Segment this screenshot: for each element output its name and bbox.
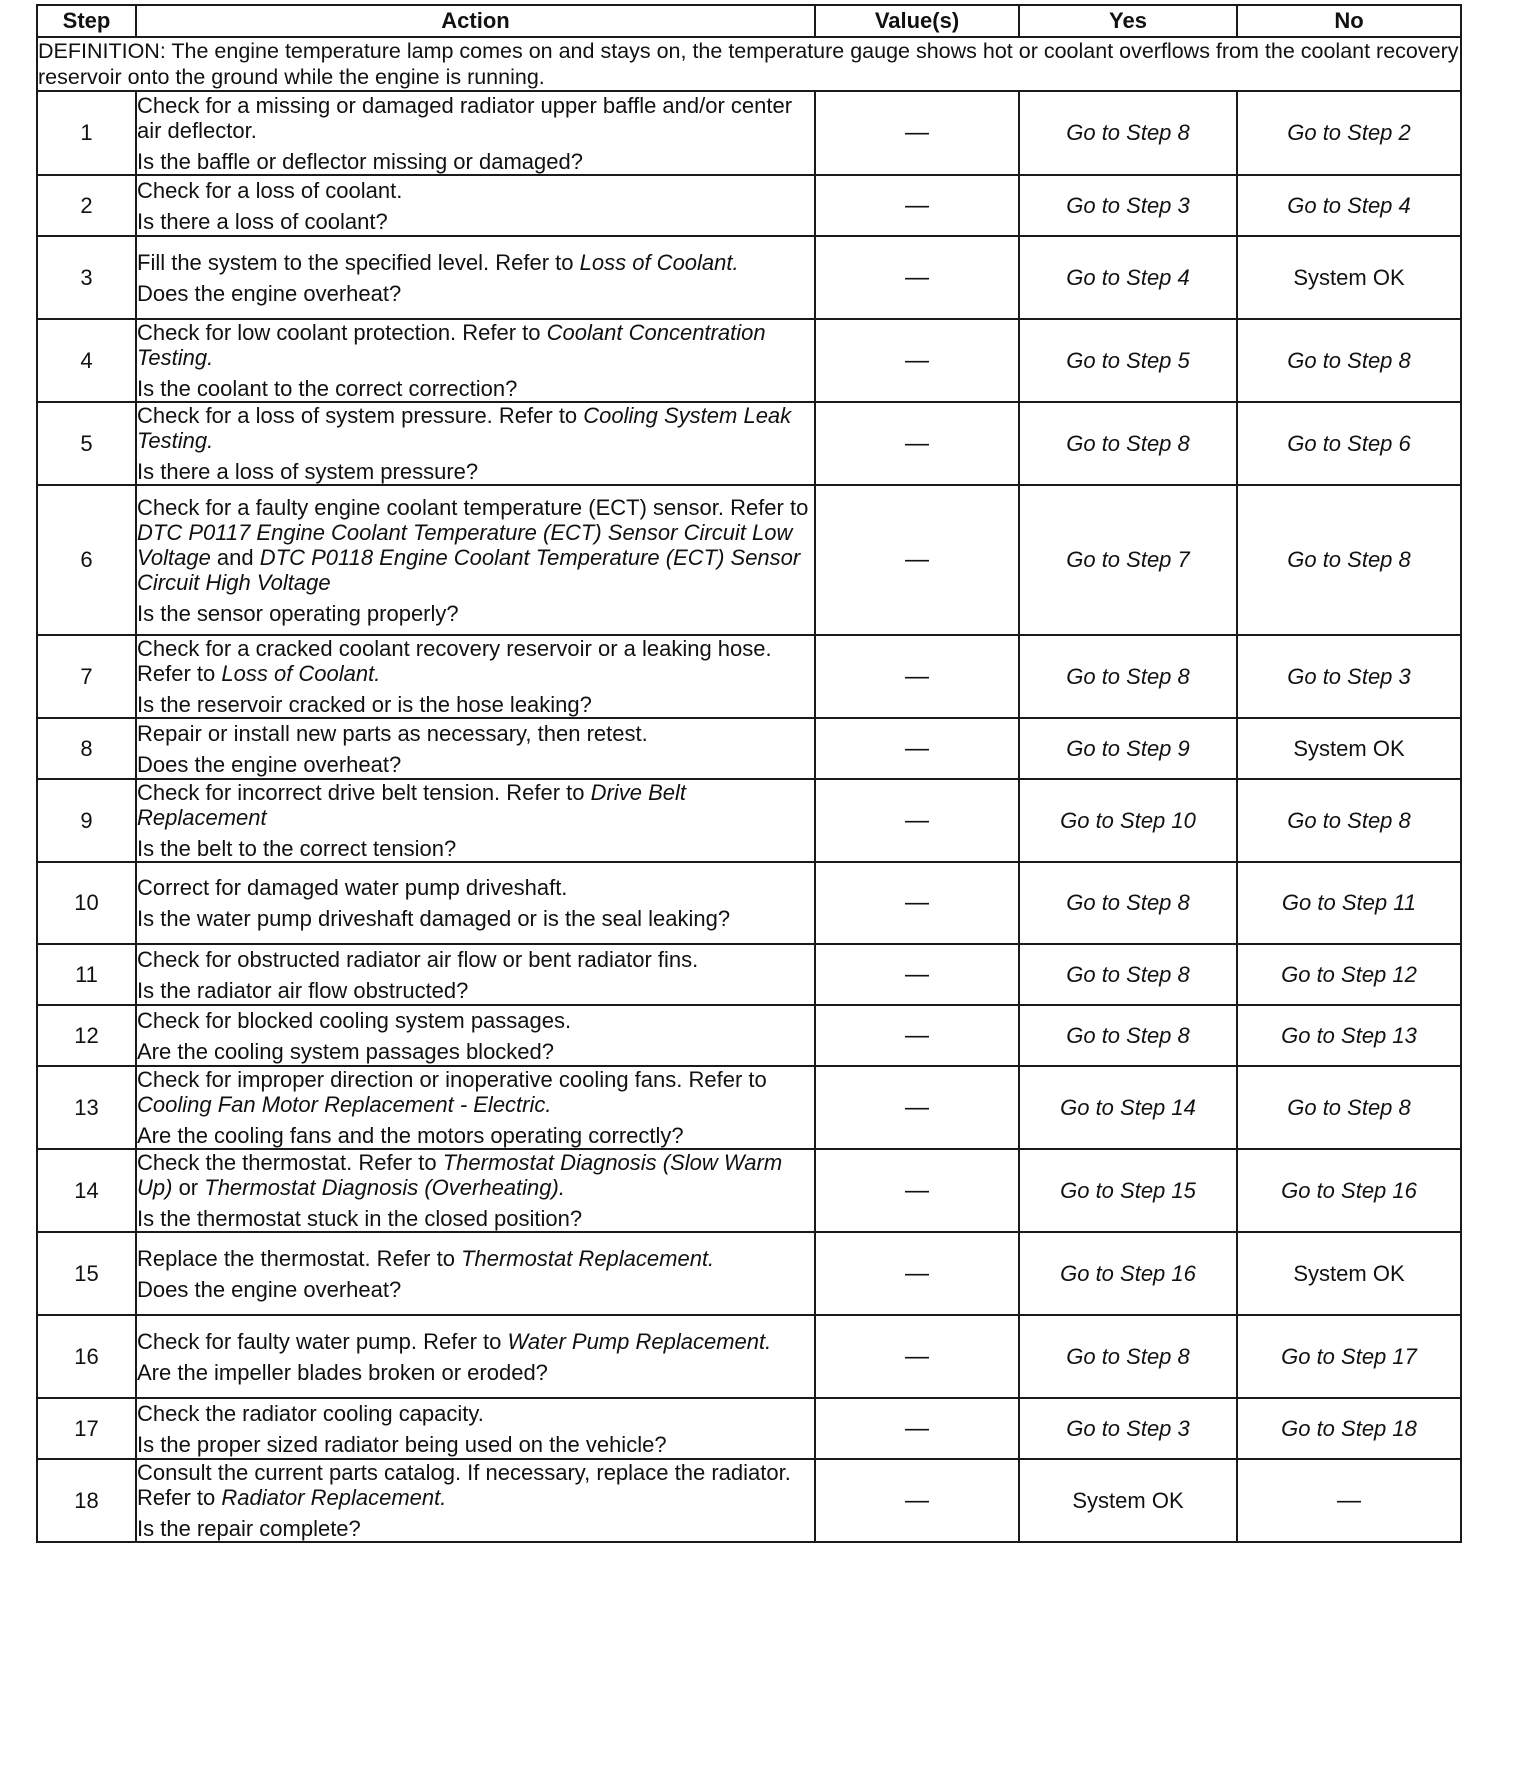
action-check (137, 1246, 814, 1271)
no-outcome: Go to Step 13 (1237, 1005, 1461, 1066)
action-text: Correct for damaged water pump driveshaft. (137, 875, 568, 900)
table-row (37, 236, 1461, 319)
action-check (137, 1329, 814, 1354)
step-number: 9 (37, 779, 136, 862)
value-cell: — (815, 1066, 1019, 1149)
yes-outcome: Go to Step 8 (1019, 944, 1237, 1005)
table-row (37, 862, 1461, 944)
action-check (137, 93, 814, 143)
action-cell (136, 635, 815, 718)
header-values: Value(s) (815, 5, 1019, 37)
yes-outcome: Go to Step 16 (1019, 1232, 1237, 1315)
no-outcome: Go to Step 2 (1237, 91, 1461, 175)
action-check (137, 403, 814, 453)
step-number: 8 (37, 718, 136, 779)
table-row (37, 1149, 1461, 1232)
action-question: Is the proper sized radiator being used on the vehicle? (137, 1431, 667, 1457)
table-body (37, 37, 1461, 1542)
procedure-reference: Cooling Fan Motor Replacement - Electric. (137, 1092, 552, 1117)
procedure-reference: Water Pump Replacement. (507, 1328, 772, 1354)
action-cell (136, 236, 815, 319)
action-check (137, 320, 814, 370)
action-cell (136, 779, 815, 862)
action-text: Check for a faulty engine coolant temperature (ECT) sensor. Refer to (137, 494, 809, 520)
action-text: Replace the thermostat. Refer to (137, 1245, 462, 1271)
header-action: Action (136, 5, 815, 37)
yes-outcome: Go to Step 3 (1019, 1398, 1237, 1459)
yes-outcome: Go to Step 3 (1019, 175, 1237, 236)
action-text: Check the thermostat. Refer to (137, 1150, 443, 1175)
yes-outcome: Go to Step 9 (1019, 718, 1237, 779)
table-row (37, 944, 1461, 1005)
procedure-reference: DTC P0117 Engine Coolant Temperature (ECT) Sensor Circuit Low Voltage (137, 519, 793, 570)
no-outcome: Go to Step 8 (1237, 1066, 1461, 1149)
value-cell: — (815, 319, 1019, 402)
value-cell: — (815, 1315, 1019, 1398)
action-text: Check for low coolant protection. Refer to (137, 320, 547, 345)
action-question: Is there a loss of system pressure? (137, 459, 479, 484)
action-question: Is the repair complete? (137, 1516, 361, 1541)
no-outcome: Go to Step 3 (1237, 635, 1461, 718)
yes-outcome: Go to Step 8 (1019, 862, 1237, 944)
table-row (37, 319, 1461, 402)
yes-outcome: Go to Step 5 (1019, 319, 1237, 402)
no-outcome: Go to Step 17 (1237, 1315, 1461, 1398)
procedure-reference: Loss of Coolant. (221, 661, 381, 686)
table-row (37, 1232, 1461, 1315)
action-cell (136, 718, 815, 779)
action-cell (136, 862, 815, 944)
value-cell: — (815, 1398, 1019, 1459)
step-number: 15 (37, 1232, 136, 1315)
step-number: 14 (37, 1149, 136, 1232)
header-no: No (1237, 5, 1461, 37)
value-cell: — (815, 236, 1019, 319)
step-number: 16 (37, 1315, 136, 1398)
no-outcome: System OK (1237, 1232, 1461, 1315)
action-cell (136, 944, 815, 1005)
no-outcome: Go to Step 16 (1237, 1149, 1461, 1232)
action-check (137, 875, 814, 900)
table-row (37, 718, 1461, 779)
step-number: 12 (37, 1005, 136, 1066)
action-cell (136, 91, 815, 175)
procedure-reference: Coolant Concentration Testing. (137, 320, 766, 370)
header-step: Step (37, 5, 136, 37)
procedure-reference: Thermostat Diagnosis (Overheating). (204, 1175, 565, 1200)
action-question: Is there a loss of coolant? (137, 208, 388, 234)
step-number: 10 (37, 862, 136, 944)
action-check (137, 1008, 814, 1033)
value-cell: — (815, 944, 1019, 1005)
action-check (137, 1150, 814, 1200)
action-text: Check the radiator cooling capacity. (137, 1400, 484, 1426)
action-text: Check for faulty water pump. Refer to (137, 1328, 508, 1354)
no-outcome: Go to Step 8 (1237, 485, 1461, 635)
action-text: Check for a loss of system pressure. Refer to (137, 403, 584, 428)
no-outcome: System OK (1237, 236, 1461, 319)
procedure-reference: Drive Belt Replacement (137, 780, 687, 830)
value-cell: — (815, 1232, 1019, 1315)
yes-outcome: Go to Step 15 (1019, 1149, 1237, 1232)
action-question: Is the thermostat stuck in the closed position? (137, 1206, 583, 1231)
table-row (37, 485, 1461, 635)
table-row (37, 635, 1461, 718)
no-outcome: System OK (1237, 718, 1461, 779)
action-check (137, 1460, 814, 1510)
table-row (37, 1005, 1461, 1066)
action-text: Check for blocked cooling system passages. (137, 1007, 572, 1033)
procedure-reference: Thermostat Diagnosis (Slow Warm Up) (137, 1150, 783, 1200)
action-text: or (172, 1175, 205, 1200)
action-check (137, 178, 814, 203)
action-cell (136, 1066, 815, 1149)
action-question: Is the coolant to the correct correction? (137, 376, 518, 401)
yes-outcome: Go to Step 8 (1019, 1005, 1237, 1066)
action-cell (136, 1232, 815, 1315)
yes-outcome: System OK (1019, 1459, 1237, 1542)
value-cell: — (815, 635, 1019, 718)
action-check (137, 780, 814, 830)
action-question: Is the water pump driveshaft damaged or is the seal leaking? (137, 906, 731, 931)
action-text: Check for incorrect drive belt tension. Refer to (137, 780, 591, 805)
action-check (137, 495, 814, 595)
step-number: 5 (37, 402, 136, 485)
action-text: Check for a cracked coolant recovery reservoir or a leaking hose. Refer to (137, 636, 772, 686)
procedure-reference: Cooling System Leak Testing. (137, 403, 792, 453)
header-yes: Yes (1019, 5, 1237, 37)
action-check (137, 636, 814, 686)
procedure-reference: Loss of Coolant. (579, 249, 739, 275)
header-row (37, 5, 1461, 37)
action-cell (136, 175, 815, 236)
definition-text: DEFINITION: The engine temperature lamp comes on and stays on, the temperature gauge shows hot or coolant overflows from the coolant recovery reservoir onto the ground while the engine is running. (37, 37, 1461, 91)
step-number: 4 (37, 319, 136, 402)
procedure-reference: Radiator Replacement. (221, 1485, 447, 1510)
action-cell (136, 319, 815, 402)
no-outcome: Go to Step 4 (1237, 175, 1461, 236)
step-number: 7 (37, 635, 136, 718)
table-row (37, 1398, 1461, 1459)
value-cell: — (815, 175, 1019, 236)
table-row (37, 1315, 1461, 1398)
value-cell: — (815, 485, 1019, 635)
no-outcome: — (1237, 1459, 1461, 1542)
action-cell (136, 402, 815, 485)
action-text: Fill the system to the specified level. Refer to (137, 249, 580, 275)
action-question: Does the engine overheat? (137, 751, 402, 777)
action-check (137, 721, 814, 746)
action-question: Does the engine overheat? (137, 280, 402, 306)
table-row (37, 1459, 1461, 1542)
step-number: 17 (37, 1398, 136, 1459)
action-text: Check for improper direction or inoperative cooling fans. Refer to (137, 1067, 767, 1092)
step-number: 18 (37, 1459, 136, 1542)
action-cell (136, 1005, 815, 1066)
no-outcome: Go to Step 18 (1237, 1398, 1461, 1459)
yes-outcome: Go to Step 8 (1019, 91, 1237, 175)
action-question: Is the baffle or deflector missing or damaged? (137, 148, 583, 174)
action-question: Is the sensor operating properly? (137, 600, 459, 626)
no-outcome: Go to Step 6 (1237, 402, 1461, 485)
action-text: Check for obstructed radiator air flow or bent radiator fins. (137, 946, 699, 972)
action-question: Are the cooling fans and the motors operating correctly? (137, 1123, 684, 1148)
action-text: Check for a loss of coolant. (137, 177, 403, 203)
definition-row (37, 37, 1461, 91)
action-check (137, 1401, 814, 1426)
action-question: Is the reservoir cracked or is the hose leaking? (137, 692, 592, 717)
action-cell (136, 1315, 815, 1398)
action-text: Repair or install new parts as necessary, then retest. (137, 720, 648, 746)
action-question: Is the radiator air flow obstructed? (137, 977, 469, 1003)
no-outcome: Go to Step 8 (1237, 319, 1461, 402)
value-cell: — (815, 91, 1019, 175)
table-row (37, 779, 1461, 862)
action-check (137, 250, 814, 275)
action-question: Are the cooling system passages blocked? (137, 1038, 555, 1064)
diagnostic-table (36, 4, 1462, 1543)
step-number: 11 (37, 944, 136, 1005)
procedure-reference: Thermostat Replacement. (461, 1245, 715, 1271)
value-cell: — (815, 1459, 1019, 1542)
table-row (37, 175, 1461, 236)
action-cell (136, 485, 815, 635)
action-text: Consult the current parts catalog. If necessary, replace the radiator. Refer to (137, 1460, 791, 1510)
action-check (137, 947, 814, 972)
yes-outcome: Go to Step 7 (1019, 485, 1237, 635)
action-text: and (210, 544, 260, 570)
no-outcome: Go to Step 8 (1237, 779, 1461, 862)
action-question: Is the belt to the correct tension? (137, 836, 457, 861)
value-cell: — (815, 862, 1019, 944)
value-cell: — (815, 402, 1019, 485)
yes-outcome: Go to Step 8 (1019, 402, 1237, 485)
step-number: 1 (37, 91, 136, 175)
value-cell: — (815, 779, 1019, 862)
step-number: 13 (37, 1066, 136, 1149)
step-number: 6 (37, 485, 136, 635)
table-row (37, 91, 1461, 175)
step-number: 3 (37, 236, 136, 319)
table-row (37, 1066, 1461, 1149)
action-question: Does the engine overheat? (137, 1276, 402, 1302)
yes-outcome: Go to Step 8 (1019, 635, 1237, 718)
no-outcome: Go to Step 11 (1237, 862, 1461, 944)
procedure-reference: DTC P0118 Engine Coolant Temperature (ECT) Sensor Circuit High Voltage (137, 544, 801, 595)
yes-outcome: Go to Step 8 (1019, 1315, 1237, 1398)
action-text: Check for a missing or damaged radiator upper baffle and/or center air deflector. (137, 92, 793, 143)
step-number: 2 (37, 175, 136, 236)
action-cell (136, 1149, 815, 1232)
action-check (137, 1067, 814, 1117)
yes-outcome: Go to Step 14 (1019, 1066, 1237, 1149)
yes-outcome: Go to Step 4 (1019, 236, 1237, 319)
action-cell (136, 1398, 815, 1459)
action-question: Are the impeller blades broken or eroded? (137, 1359, 548, 1385)
table-row (37, 402, 1461, 485)
value-cell: — (815, 718, 1019, 779)
yes-outcome: Go to Step 10 (1019, 779, 1237, 862)
value-cell: — (815, 1005, 1019, 1066)
no-outcome: Go to Step 12 (1237, 944, 1461, 1005)
action-cell (136, 1459, 815, 1542)
value-cell: — (815, 1149, 1019, 1232)
